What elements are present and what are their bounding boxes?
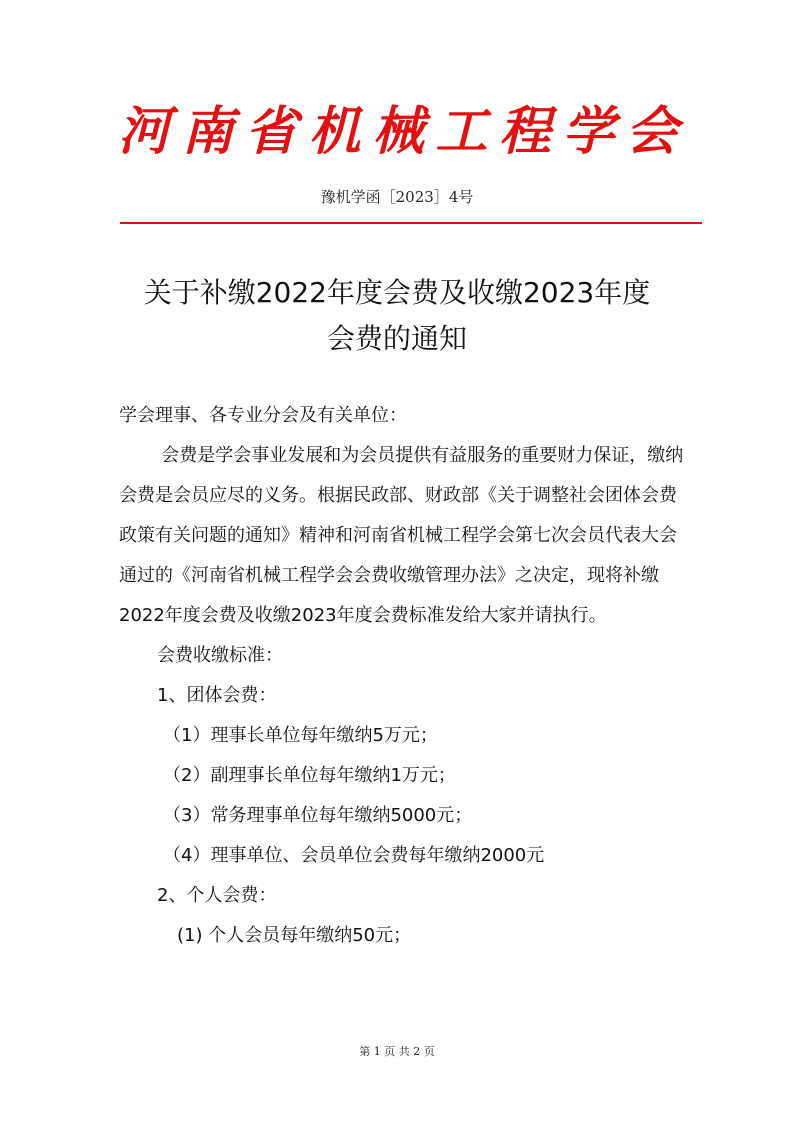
org-char: 省	[244, 101, 297, 162]
individual-fee-heading: 2、个人会费：	[157, 885, 277, 906]
group-fee-item: （2）副理事长单位每年缴纳1万元；	[163, 765, 456, 786]
org-char: 程	[498, 101, 551, 162]
document-number: 豫机学函［2023］4号	[320, 188, 474, 206]
page-number: 第 1 页 共 2 页	[359, 1045, 435, 1058]
group-fee-item: （4）理事单位、会员单位会费每年缴纳2000元	[163, 845, 545, 866]
group-fee-item: （1）理事长单位每年缴纳5万元；	[163, 725, 438, 746]
group-fee-item: （3）常务理事单位每年缴纳5000元；	[163, 805, 473, 826]
notice-title	[100, 270, 694, 362]
notice-title-line-2: 会费的通知	[326, 322, 467, 355]
individual-fee-item: (1) 个人会员每年缴纳50元；	[177, 925, 412, 946]
org-char: 工	[435, 101, 488, 162]
salutation: 学会理事、各专业分会及有关单位：	[119, 405, 407, 426]
org-char: 南	[181, 101, 234, 162]
group-fee-heading: 1、团体会费：	[157, 685, 277, 706]
standard-heading: 会费收缴标准：	[157, 645, 283, 666]
organization-name	[118, 100, 678, 164]
org-char: 机	[308, 101, 361, 162]
org-char: 学	[562, 101, 615, 162]
intro-paragraph: 会费是学会事业发展和为会员提供有益服务的重要财力保证，缴纳会费是会员应尽的义务。根据民政部、财政部《关于调整社会团体会费政策有关问题的通知》精神和河南省机械工程学会第七次会员代表大会通过的《河南省机械工程学会会费收缴管理办法》之决定，现将补缴2022年度会费及收缴2023年度会费标准发给大家并请执行。	[119, 445, 684, 626]
org-char: 河	[118, 101, 171, 162]
notice-body	[119, 396, 684, 956]
notice-title-line-1: 关于补缴2022年度会费及收缴2023年度	[143, 276, 651, 309]
red-divider	[120, 222, 702, 224]
org-char: 会	[625, 101, 678, 162]
org-char: 械	[371, 101, 424, 162]
